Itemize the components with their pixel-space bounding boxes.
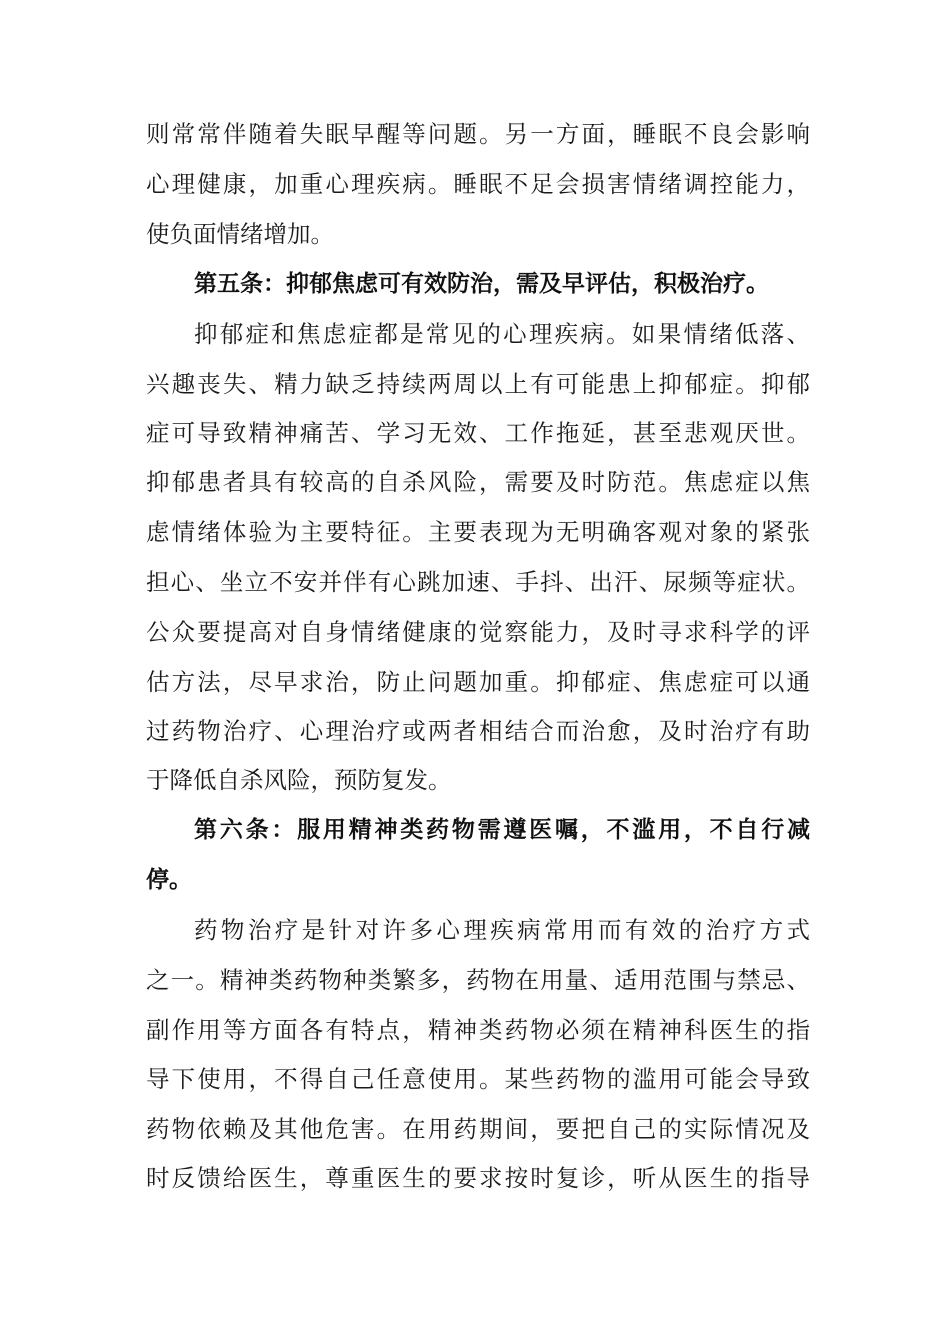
paragraph-line: 担心、坐立不安并伴有心跳加速、手抖、出汗、尿频等症状。 — [146, 568, 810, 596]
paragraph-line: 药物依赖及其他危害。在用药期间，要把自己的实际情况及 — [146, 1115, 810, 1143]
paragraph-line: 虑情绪体验为主要特征。主要表现为无明确客观对象的紧张 — [146, 518, 810, 546]
paragraph-line: 副作用等方面各有特点，精神类药物必须在精神科医生的指 — [146, 1016, 810, 1044]
paragraph-line: 则常常伴随着失眠早醒等问题。另一方面，睡眠不良会影响 — [146, 120, 810, 148]
paragraph-line: 使负面情绪增加。 — [146, 220, 334, 248]
paragraph-line: 公众要提高对自身情绪健康的觉察能力，及时寻求科学的评 — [146, 618, 810, 646]
paragraph-line: 兴趣丧失、精力缺乏持续两周以上有可能患上抑郁症。抑郁 — [146, 370, 810, 398]
paragraph-line: 过药物治疗、心理治疗或两者相结合而治愈，及时治疗有助 — [146, 717, 810, 745]
article-5-heading: 第五条：抑郁焦虑可有效防治，需及早评估，积极治疗。 — [194, 271, 769, 297]
article-6-heading-continued: 停。 — [146, 867, 192, 893]
article-6-heading: 第六条：服用精神类药物需遵医嘱，不滥用，不自行减 — [194, 817, 810, 843]
paragraph-line: 药物治疗是针对许多心理疾病常用而有效的治疗方式 — [194, 916, 810, 944]
paragraph-line: 抑郁患者具有较高的自杀风险，需要及时防范。焦虑症以焦 — [146, 468, 810, 496]
paragraph-line: 时反馈给医生，尊重医生的要求按时复诊，听从医生的指导 — [146, 1164, 810, 1192]
paragraph-line: 抑郁症和焦虑症都是常见的心理疾病。如果情绪低落、 — [194, 320, 810, 348]
paragraph-line: 导下使用，不得自己任意使用。某些药物的滥用可能会导致 — [146, 1065, 810, 1093]
paragraph-line: 症可导致精神痛苦、学习无效、工作拖延，甚至悲观厌世。 — [146, 419, 810, 447]
paragraph-line: 之一。精神类药物种类繁多，药物在用量、适用范围与禁忌、 — [146, 966, 810, 994]
paragraph-line: 于降低自杀风险，预防复发。 — [146, 766, 452, 794]
paragraph-line: 心理健康，加重心理疾病。睡眠不足会损害情绪调控能力， — [146, 170, 810, 198]
paragraph-line: 估方法，尽早求治，防止问题加重。抑郁症、焦虑症可以通 — [146, 668, 810, 696]
